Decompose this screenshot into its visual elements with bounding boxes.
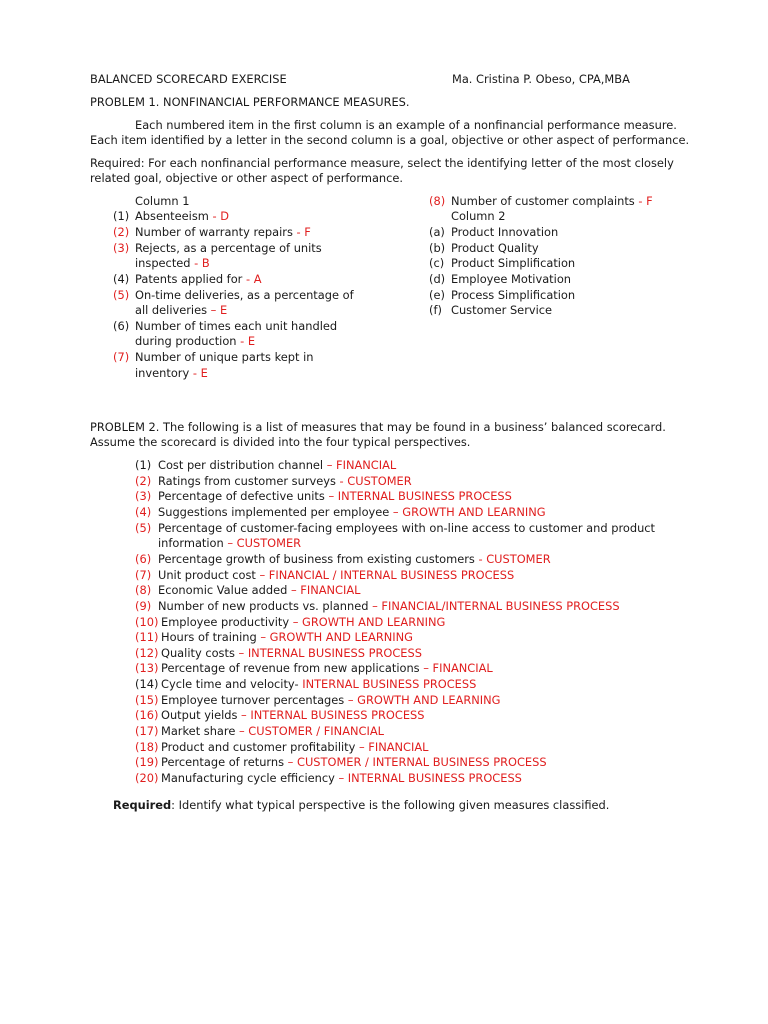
item-text: Employee productivity [161, 615, 290, 629]
item-text: Output yields [161, 708, 238, 722]
problem1-heading: PROBLEM 1. NONFINANCIAL PERFORMANCE MEASURES. [90, 95, 410, 109]
item-number: (4) [113, 272, 130, 286]
item-text: Product Simplification [451, 256, 576, 270]
item-answer: – GROWTH AND LEARNING [344, 693, 501, 707]
document-author: Ma. Cristina P. Obeso, CPA,MBA [452, 72, 630, 86]
required-text: : Identify what typical perspective is the following given measures classified. [171, 798, 610, 812]
item-answer: – GROWTH AND LEARNING [256, 630, 413, 644]
item-text: Cost per distribution channel [158, 458, 324, 472]
item-text: Hours of training [161, 630, 257, 644]
item-answer: – FINANCIAL [419, 661, 493, 675]
item-text: Customer Service [451, 303, 553, 317]
item-number: (5) [135, 521, 152, 535]
item-number: (15) [135, 693, 159, 707]
item-text: Number of times each unit handled [135, 319, 338, 333]
item-text: Product and customer profitability [161, 740, 356, 754]
item-letter: (c) [429, 256, 445, 270]
item-text: Suggestions implemented per employee [158, 505, 390, 519]
item-number: (19) [135, 755, 159, 769]
item-text: Manufacturing cycle efficiency [161, 771, 335, 785]
item-text: Percentage of revenue from new applications [161, 661, 420, 675]
item-number: (3) [135, 489, 152, 503]
item-number: (10) [135, 615, 159, 629]
document-title: BALANCED SCORECARD EXERCISE [90, 72, 287, 86]
item-number: (20) [135, 771, 159, 785]
item-text: Product Innovation [451, 225, 559, 239]
item-text: Number of warranty repairs [135, 225, 293, 239]
problem2-intro-line1: PROBLEM 2. The following is a list of measures that may be found in a business’ balanced scorecard. [90, 420, 666, 434]
item-text: Rejects, as a percentage of units [135, 241, 322, 255]
item-text-cont: information [158, 536, 224, 550]
item-answer: – FINANCIAL [355, 740, 429, 754]
item-text-cont: during production [135, 334, 237, 348]
item-text: Ratings from customer surveys [158, 474, 336, 488]
item-text: Process Simplification [451, 288, 576, 302]
item-letter: (b) [429, 241, 446, 255]
item-number: (18) [135, 740, 159, 754]
item-answer: – CUSTOMER / INTERNAL BUSINESS PROCESS [284, 755, 547, 769]
item-number: (12) [135, 646, 159, 660]
item-answer: – INTERNAL BUSINESS PROCESS [234, 646, 422, 660]
item-answer: – FINANCIAL/INTERNAL BUSINESS PROCESS [368, 599, 620, 613]
problem2-required [113, 798, 609, 814]
column2-label: Column 2 [451, 209, 506, 223]
item-answer: – FINANCIAL [323, 458, 397, 472]
item-number: (4) [135, 505, 152, 519]
item-text: Number of new products vs. planned [158, 599, 369, 613]
item-answer: – FINANCIAL [287, 583, 361, 597]
item-text-cont: inspected [135, 256, 191, 270]
item-text: Percentage of defective units [158, 489, 325, 503]
problem2-intro-line2: Assume the scorecard is divided into the four typical perspectives. [90, 435, 471, 449]
item-number: (14) [135, 677, 159, 691]
required-label: Required [113, 798, 172, 812]
item-text: Market share [161, 724, 236, 738]
item-letter: (e) [429, 288, 445, 302]
item-answer: - A [242, 272, 262, 286]
item-number: (16) [135, 708, 159, 722]
item-number: (5) [113, 288, 130, 302]
item-text: Employee Motivation [451, 272, 572, 286]
item-answer: – CUSTOMER [223, 536, 302, 550]
item-text-cont: inventory [135, 366, 190, 380]
item-text: Employee turnover percentages [161, 693, 345, 707]
item-text: Number of customer complaints [451, 194, 635, 208]
item-answer: INTERNAL BUSINESS PROCESS [298, 677, 477, 691]
item-text: Percentage growth of business from existing customers [158, 552, 475, 566]
item-answer: – INTERNAL BUSINESS PROCESS [324, 489, 512, 503]
item-text: Percentage of customer-facing employees with on-line access to customer and product [158, 521, 656, 535]
item-number: (2) [113, 225, 130, 239]
item-number: (8) [135, 583, 152, 597]
item-answer: - E [236, 334, 256, 348]
item-answer: - F [292, 225, 311, 239]
item-number: (3) [113, 241, 130, 255]
item-number: (1) [135, 458, 152, 472]
item-number: (7) [135, 568, 152, 582]
item-answer: - E [189, 366, 208, 380]
item-answer: - B [190, 256, 210, 270]
item-answer: – E [207, 303, 228, 317]
item-answer: – INTERNAL BUSINESS PROCESS [237, 708, 425, 722]
item-answer: – GROWTH AND LEARNING [289, 615, 446, 629]
item-number: (1) [113, 209, 130, 223]
item-text: Economic Value added [158, 583, 288, 597]
item-answer: – CUSTOMER / FINANCIAL [235, 724, 384, 738]
item-number: (6) [113, 319, 130, 333]
item-text-cont: all deliveries [135, 303, 208, 317]
item-text: Unit product cost [158, 568, 256, 582]
item-number: (13) [135, 661, 159, 675]
problem1-required-line2: related goal, objective or other aspect of performance. [90, 171, 404, 185]
item-text: Percentage of returns [161, 755, 285, 769]
item-text: Quality costs [161, 646, 235, 660]
item-text: Product Quality [451, 241, 539, 255]
item-letter: (a) [429, 225, 445, 239]
problem1-intro-line1: Each numbered item in the first column is an example of a nonfinancial performance measure. [135, 118, 677, 132]
item-number: (11) [135, 630, 159, 644]
item-text: Patents applied for [135, 272, 243, 286]
item-answer: - D [212, 209, 229, 223]
item-number: (7) [113, 350, 130, 364]
item-answer: - CUSTOMER [335, 474, 412, 488]
item-number: (8) [429, 194, 446, 208]
item-answer: - CUSTOMER [474, 552, 551, 566]
item-letter: (f) [429, 303, 442, 317]
column1-label: Column 1 [135, 194, 190, 208]
problem1-intro-line2: Each item identified by a letter in the second column is a goal, objective or other aspect of performance. [90, 133, 690, 147]
item-text: Absenteeism [135, 209, 213, 223]
item-text: Number of unique parts kept in [135, 350, 314, 364]
item-number: (9) [135, 599, 152, 613]
item-text: On-time deliveries, as a percentage of [135, 288, 354, 302]
item-text: Cycle time and velocity- [161, 677, 299, 691]
item-number: (17) [135, 724, 159, 738]
item-number: (6) [135, 552, 152, 566]
item-answer: – INTERNAL BUSINESS PROCESS [334, 771, 522, 785]
item-answer: - F [634, 194, 653, 208]
item-letter: (d) [429, 272, 446, 286]
item-answer: – FINANCIAL / INTERNAL BUSINESS PROCESS [255, 568, 515, 582]
item-number: (2) [135, 474, 152, 488]
problem1-required-line1: Required: For each nonfinancial performance measure, select the identifying letter of the most closely [90, 156, 674, 170]
item-answer: – GROWTH AND LEARNING [389, 505, 546, 519]
